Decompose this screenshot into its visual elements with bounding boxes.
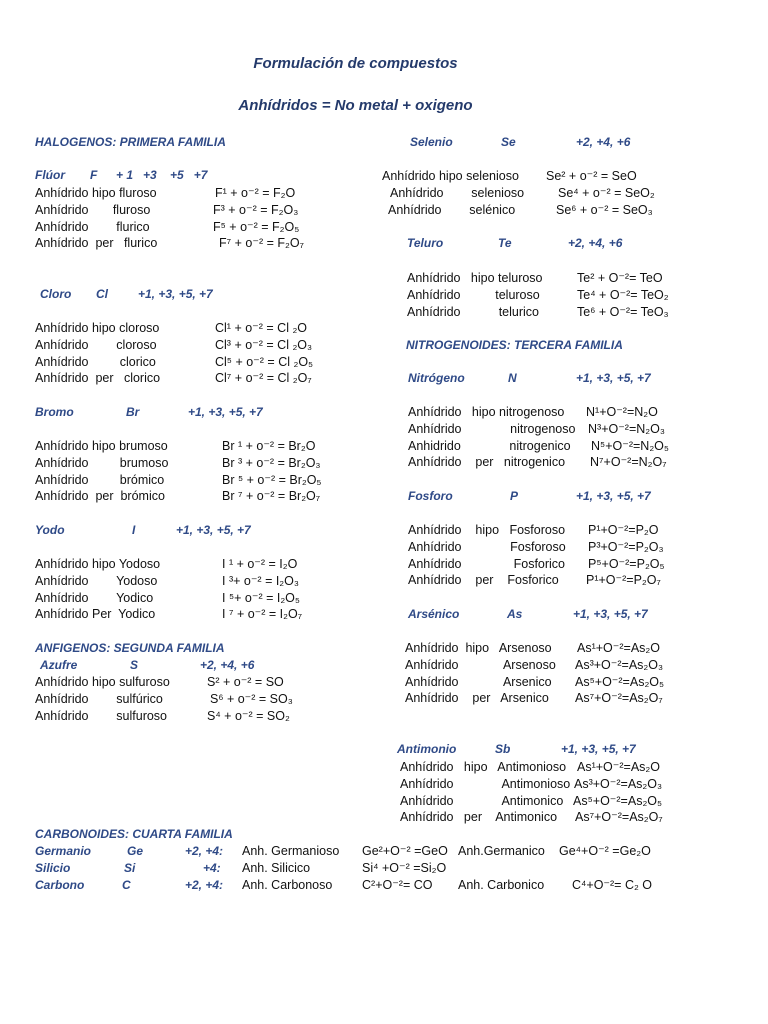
- element-name: Silicio: [35, 860, 71, 875]
- anhydride-name: Anhídrido per clorico: [35, 371, 161, 386]
- block-fosforo: [408, 522, 763, 589]
- anhydride-name: Anhídrido per Fosforico: [408, 573, 559, 588]
- anhydride-name: Anhídrido selénico: [388, 202, 516, 217]
- element-ox-fluor: + 1 +3 +5 +7: [116, 168, 208, 182]
- anhydride-name: Anhídrido per flurico: [35, 236, 158, 251]
- list-item: [35, 438, 355, 455]
- element-ox-bromo: +1, +3, +5, +7: [188, 405, 263, 419]
- list-item: [408, 556, 763, 573]
- formula: F³ + o⁻² = F₂O₃: [213, 202, 299, 217]
- anhydride-name: Anh. Carbonico: [458, 877, 545, 892]
- formula: Cl³ + o⁻² = Cl ₂O₃: [215, 337, 313, 352]
- block-yodo: [35, 556, 355, 623]
- anhydride-name: Anhídrido Antimonico: [400, 793, 564, 808]
- block-azufre: [35, 674, 355, 724]
- list-item: [35, 219, 355, 236]
- anhydride-name: Anhídrido flurico: [35, 219, 150, 234]
- list-item: [408, 454, 763, 471]
- list-item: [35, 354, 355, 371]
- formula: N⁷+O⁻²=N₂O₇: [590, 455, 667, 470]
- anhydride-name: Anhídrido hipo flurosо: [35, 186, 157, 200]
- list-item: [35, 185, 355, 202]
- list-item: [405, 657, 763, 674]
- anhydride-name: Anhídrido per nitrogenico: [408, 455, 566, 470]
- anhydride-name: Anhídrido teluroso: [407, 287, 540, 302]
- formula: N¹+O⁻²=N₂O: [586, 405, 658, 419]
- formula: As⁷+O⁻²=As₂O₇: [575, 810, 663, 825]
- anhydride-name: Anhídrido Fosforoso: [408, 539, 566, 554]
- anhydride-name: Anh. Carbonoso: [242, 877, 333, 892]
- list-item: [382, 168, 762, 185]
- element-symbol-bromo: Br: [126, 405, 140, 419]
- anhydride-name: Anhídrido brumoso: [35, 455, 169, 470]
- anhydride-name: Anhídrido sulfuroso: [35, 708, 168, 723]
- anhydride-name: Anh.Germanico: [458, 844, 545, 858]
- formula: As³+O⁻²=As₂O₃: [574, 776, 663, 791]
- formula: F⁷ + o⁻² = F₂O₇: [219, 236, 304, 251]
- anhydride-name: Anhídrido cloroso: [35, 337, 157, 352]
- anhydride-name: Anhídrido clorico: [35, 354, 156, 369]
- element-symbol-selenio: Se: [501, 135, 516, 149]
- block-teluro: [407, 270, 762, 320]
- list-item: [405, 674, 763, 691]
- anhydride-name: Anhídrido hipo selenioso: [382, 169, 519, 183]
- element-symbol-fluor: F: [90, 168, 98, 182]
- element-ox-teluro: +2, +4, +6: [568, 236, 623, 250]
- formula: S⁶ + o⁻² = SO₃: [210, 691, 293, 706]
- anhydride-name: Anhídrido hipo sulfuroso: [35, 675, 170, 689]
- table-row: [35, 843, 735, 860]
- section-heading-carbonoides: CARBONOIDES: CUARTA FAMILIA: [35, 827, 233, 841]
- formula: I ⁵+ o⁻² = I₂O₅: [222, 590, 300, 605]
- element-name-azufre: Azufre: [40, 658, 78, 672]
- list-item: [382, 202, 762, 219]
- formula: I ³+ o⁻² = I₂O₃: [222, 573, 299, 588]
- list-item: [408, 438, 763, 455]
- formula: Cl⁵ + o⁻² = Cl ₂O₅: [215, 354, 314, 369]
- list-item: [35, 708, 355, 725]
- list-item: [35, 320, 355, 337]
- formula: I ¹ + o⁻² = I₂O: [222, 557, 298, 571]
- page-subtitle: Anhídridos = No metal + oxigeno: [238, 97, 473, 114]
- formula: As¹+O⁻²=As₂O: [577, 641, 660, 655]
- formula: F⁵ + o⁻² = F₂O₅: [213, 219, 300, 234]
- anhydride-name: Anhídrido fluroso: [35, 202, 151, 217]
- list-item: [35, 606, 355, 623]
- list-item: [405, 640, 763, 657]
- formula: I ⁷ + o⁻² = I₂O₇: [222, 607, 303, 622]
- formula: Br ⁵ + o⁻² = Br₂O₅: [222, 472, 322, 487]
- anhydride-name: Anhídrido selenioso: [390, 185, 525, 200]
- anhydride-name: Anhídrido Arsenico: [405, 674, 552, 689]
- element-ox: +2, +4:: [185, 844, 224, 858]
- formula: As⁷+O⁻²=As₂O₇: [575, 691, 663, 706]
- table-row: [35, 860, 735, 877]
- anhydride-name: Anhídrido hipo Yodoso: [35, 557, 161, 571]
- list-item: [35, 472, 355, 489]
- anhydride-name: Anhídrido hipo Fosforoso: [408, 523, 566, 537]
- element-symbol-teluro: Te: [498, 236, 512, 250]
- formula: Cl¹ + o⁻² = Cl ₂O: [215, 321, 308, 335]
- formula: S² + o⁻² = SO: [207, 675, 284, 689]
- anhydride-name: Anhídrido Per Yodico: [35, 607, 156, 622]
- element-symbol-cloro: Cl: [96, 287, 108, 301]
- element-ox-antimonio: +1, +3, +5, +7: [561, 742, 636, 756]
- anhydride-name: Anhídrido Fosforico: [408, 556, 566, 571]
- block-fluor: [35, 185, 355, 252]
- element-name-arsenico: Arsénico: [408, 607, 460, 621]
- element-symbol: Si: [124, 860, 136, 875]
- element-name-nitrogeno: Nitrógeno: [408, 371, 465, 385]
- list-item: [35, 573, 355, 590]
- anhydride-name: Anhídrido Arsenoso: [405, 657, 556, 672]
- element-symbol-yodo: I: [132, 523, 136, 537]
- formula: Se⁴ + o⁻² = SeO₂: [558, 185, 655, 200]
- element-name-cloro: Cloro: [40, 287, 72, 301]
- anhydride-name: Anhídrido Yodoso: [35, 573, 158, 588]
- list-item: [35, 674, 355, 691]
- formula: Br ⁷ + o⁻² = Br₂O₇: [222, 489, 321, 504]
- formula: Se² + o⁻² = SeO: [546, 169, 637, 183]
- anhydride-name: Anhídrido telurico: [407, 304, 540, 319]
- element-name-selenio: Selenio: [410, 135, 453, 149]
- formula: C⁴+O⁻²= C₂ O: [572, 877, 653, 892]
- anhydride-name: Anhídrido per brómico: [35, 489, 165, 504]
- list-item: [400, 776, 762, 793]
- list-item: [35, 202, 355, 219]
- list-item: [405, 690, 763, 707]
- formula: P¹+O⁻²=P₂O: [588, 523, 659, 537]
- section-heading-anfigenos: ANFIGENOS: SEGUNDA FAMILIA: [35, 641, 225, 655]
- element-name-fosforo: Fosforo: [408, 489, 453, 503]
- anhydride-name: Anhidrido nitrogenico: [408, 438, 571, 453]
- formula: As⁵+O⁻²=As₂O₅: [573, 793, 663, 808]
- list-item: [408, 404, 763, 421]
- list-item: [407, 287, 762, 304]
- formula: N⁵+O⁻²=N₂O₅: [591, 438, 669, 453]
- formula: Te² + O⁻²= TeO: [577, 271, 663, 285]
- section-heading-nitrogenoides: NITROGENOIDES: TERCERA FAMILIA: [406, 338, 623, 352]
- formula: As³+O⁻²=As₂O₃: [575, 657, 664, 672]
- list-item: [408, 572, 763, 589]
- anhydride-name: Anhídrido per Arsenico: [405, 691, 549, 706]
- anhydride-name: Anhídrido per Antimonico: [400, 810, 558, 825]
- formula: N³+O⁻²=N₂O₃: [588, 421, 665, 436]
- list-item: [408, 421, 763, 438]
- list-item: [400, 759, 762, 776]
- element-name-bromo: Bromo: [35, 405, 74, 419]
- formula: Ge²+O⁻² =GeO: [362, 844, 448, 858]
- block-selenio: [382, 168, 762, 218]
- list-item: [35, 590, 355, 607]
- formula: F¹ + o⁻² = F₂O: [215, 186, 296, 200]
- element-name: Germanio: [35, 844, 92, 858]
- list-item: [35, 488, 355, 505]
- formula: As¹+O⁻²=As₂O: [577, 760, 660, 774]
- formula: P¹+O⁻²=P₂O₇: [586, 573, 661, 588]
- list-item: [35, 556, 355, 573]
- list-item: [407, 270, 762, 287]
- list-item: [408, 522, 763, 539]
- formula: Br ³ + o⁻² = Br₂O₃: [222, 455, 321, 470]
- element-symbol-fosforo: P: [510, 489, 519, 503]
- element-name: Carbono: [35, 877, 85, 892]
- element-symbol-nitrogeno: N: [508, 371, 517, 385]
- anhydride-name: Anh. Germanioso: [242, 844, 340, 858]
- formula: Cl⁷ + o⁻² = Cl ₂O₇: [215, 371, 312, 386]
- formula: Ge⁴+O⁻² =Ge₂O: [559, 844, 651, 858]
- element-symbol: C: [122, 877, 131, 892]
- element-ox-cloro: +1, +3, +5, +7: [138, 287, 213, 301]
- table-row: [35, 877, 735, 894]
- formula: P⁵+O⁻²=P₂O₅: [588, 556, 665, 571]
- element-ox-fosforo: +1, +3, +5, +7: [576, 489, 651, 503]
- list-item: [400, 793, 762, 810]
- element-symbol-antimonio: Sb: [495, 742, 511, 756]
- formula: S⁴ + o⁻² = SO₂: [207, 708, 290, 723]
- anhydride-name: Anhídrido Yodico: [35, 590, 154, 605]
- element-ox: +2, +4:: [185, 877, 224, 892]
- formula: Br ¹ + o⁻² = Br₂O: [222, 439, 316, 453]
- anhydride-name: Anhídrido hipo Antimonioso: [400, 760, 567, 774]
- element-symbol-arsenico: As: [507, 607, 523, 621]
- anhydride-name: Anhídrido hipo nitrogenoso: [408, 405, 565, 419]
- formula: As⁵+O⁻²=As₂O₅: [575, 674, 665, 689]
- anhydride-name: Anhídrido Antimonioso: [400, 776, 571, 791]
- list-item: [35, 337, 355, 354]
- formula: C²+O⁻²= CO: [362, 877, 433, 892]
- block-cloro: [35, 320, 355, 387]
- formula: P³+O⁻²=P₂O₃: [588, 539, 664, 554]
- list-item: [382, 185, 762, 202]
- formula: Te⁴ + O⁻²= TeO₂: [577, 287, 669, 302]
- list-item: [35, 455, 355, 472]
- anhydride-name: Anhídrido hipo brumoso: [35, 439, 168, 453]
- element-ox-arsenico: +1, +3, +5, +7: [573, 607, 648, 621]
- anhydride-name: Anh. Silicico: [242, 860, 311, 875]
- element-name-yodo: Yodo: [35, 523, 65, 537]
- list-item: [408, 539, 763, 556]
- formula: Te⁶ + O⁻²= TeO₃: [577, 304, 669, 319]
- list-item: [407, 304, 762, 321]
- element-ox-azufre: +2, +4, +6: [200, 658, 255, 672]
- block-carbonoides: [35, 843, 735, 893]
- block-arsenico: [405, 640, 763, 707]
- page-title: Formulación de compuestos: [253, 55, 458, 72]
- element-ox: +4:: [203, 860, 221, 875]
- list-item: [400, 809, 762, 826]
- section-heading-halogenos: HALOGENOS: PRIMERA FAMILIA: [35, 135, 226, 149]
- element-ox-nitrogeno: +1, +3, +5, +7: [576, 371, 651, 385]
- element-name-teluro: Teluro: [407, 236, 444, 250]
- anhydride-name: Anhídrido nitrogenoso: [408, 421, 576, 436]
- list-item: [35, 235, 355, 252]
- element-name-fluor: Flúor: [35, 168, 65, 182]
- formula: Se⁶ + o⁻² = SeO₃: [556, 202, 653, 217]
- anhydride-name: Anhídrido hipo cloroso: [35, 321, 160, 335]
- element-name-antimonio: Antimonio: [397, 742, 457, 756]
- anhydride-name: Anhídrido hipo teluroso: [407, 271, 543, 285]
- anhydride-name: Anhídrido hipo Arsenoso: [405, 641, 552, 655]
- anhydride-name: Anhídrido sulfúrico: [35, 691, 163, 706]
- element-symbol-azufre: S: [130, 658, 139, 672]
- list-item: [35, 691, 355, 708]
- block-bromo: [35, 438, 355, 505]
- list-item: [35, 370, 355, 387]
- block-antimonio: [400, 759, 762, 826]
- formula: Si⁴ +O⁻² =Si₂O: [362, 860, 447, 875]
- element-ox-selenio: +2, +4, +6: [576, 135, 631, 149]
- anhydride-name: Anhídrido brómico: [35, 472, 165, 487]
- element-ox-yodo: +1, +3, +5, +7: [176, 523, 251, 537]
- element-symbol: Ge: [127, 844, 144, 858]
- block-nitrogeno: [408, 404, 763, 471]
